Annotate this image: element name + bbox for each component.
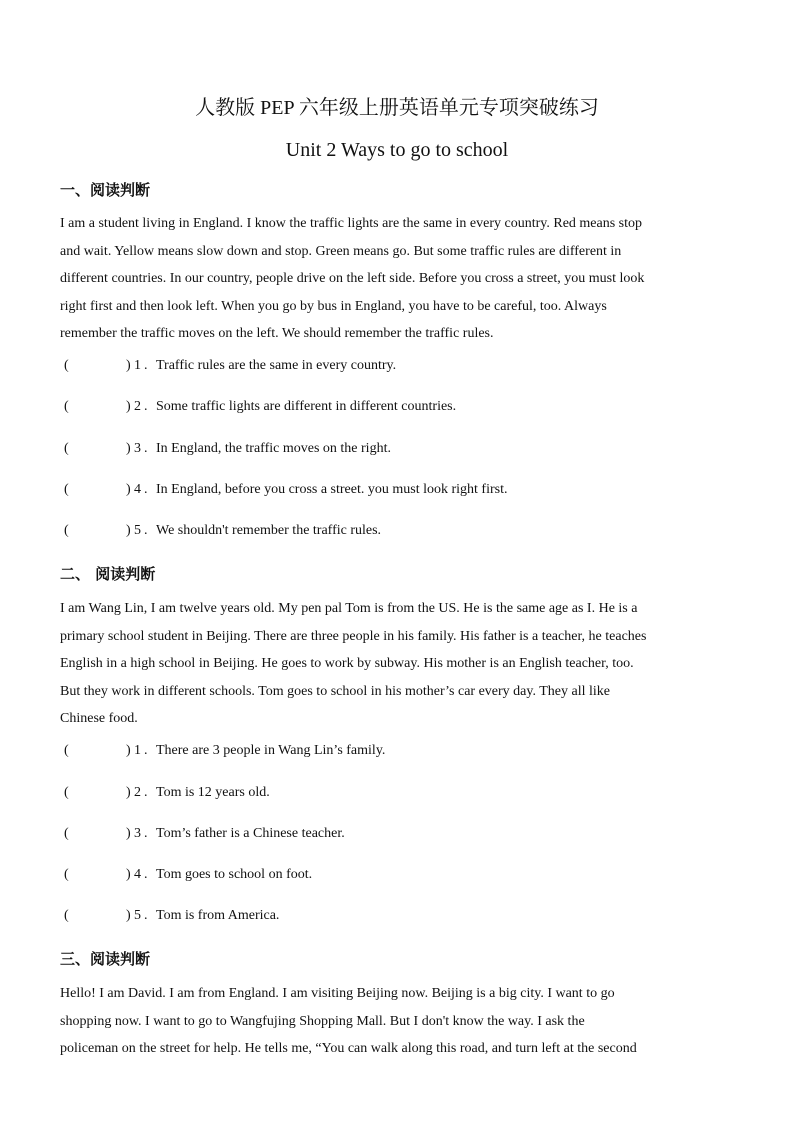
section-3-passage (60, 980, 740, 1063)
passage-line: Hello! I am David. I am from England. I am visiting Beijing now. Beijing is a big city. I want to go (60, 986, 615, 1001)
question-number: 2 (134, 785, 141, 800)
question-item (64, 439, 391, 459)
section-2-heading: 二、 阅读判断 (60, 565, 156, 583)
passage-line: English in a high school in Beijing. He goes to work by subway. His mother is an English teacher, too. (60, 656, 634, 672)
question-item (64, 521, 381, 541)
passage-line: But they work in different schools. Tom goes to school in his mother’s car every day. They all like (60, 683, 610, 699)
passage-line: Chinese food. (60, 711, 138, 727)
question-number: 5 (134, 523, 141, 538)
question-number: 5 (134, 908, 141, 923)
question-number: 4 (134, 867, 141, 882)
passage-line: shopping now. I want to go to Wangfujing Shopping Mall. But I don't know the way. I ask the (60, 1013, 585, 1029)
answer-blank-open[interactable]: ( (64, 908, 69, 923)
passage-line: primary school student in Beijing. There are three people in his family. His father is a teacher, he teaches (60, 628, 647, 644)
answer-blank-open[interactable]: ( (64, 482, 69, 497)
question-text: In England, before you cross a street. you must look right first. (156, 482, 508, 497)
question-text: We shouldn't remember the traffic rules. (156, 523, 382, 538)
question-number: 3 (134, 441, 141, 456)
section-3-heading: 三、阅读判断 (60, 950, 151, 968)
answer-blank-close: ) (126, 826, 131, 841)
question-text: Tom goes to school on foot. (156, 867, 313, 882)
answer-blank-close: ) (126, 867, 131, 882)
answer-blank-open[interactable]: ( (64, 441, 69, 456)
answer-blank-open[interactable]: ( (64, 867, 69, 882)
question-item (64, 865, 312, 885)
question-text: Traffic rules are the same in every country. (156, 358, 397, 373)
section-2-passage (60, 595, 740, 733)
question-dot: . (144, 523, 148, 538)
question-text: Some traffic lights are different in different countries. (156, 399, 457, 414)
question-text: Tom is from America. (156, 908, 280, 923)
question-dot: . (144, 743, 148, 758)
question-item (64, 783, 270, 803)
answer-blank-close: ) (126, 482, 131, 497)
question-dot: . (144, 785, 148, 800)
question-text: Tom is 12 years old. (156, 785, 270, 800)
answer-blank-close: ) (126, 441, 131, 456)
answer-blank-open[interactable]: ( (64, 399, 69, 414)
answer-blank-open[interactable]: ( (64, 358, 69, 373)
question-text: There are 3 people in Wang Lin’s family. (156, 743, 386, 758)
passage-line: right first and then look left. When you go by bus in England, you have to be careful, too. Always (60, 298, 607, 314)
answer-blank-close: ) (126, 785, 131, 800)
question-item (64, 356, 396, 376)
section-1-passage (60, 210, 740, 348)
question-dot: . (144, 867, 148, 882)
question-number: 2 (134, 399, 141, 414)
question-number: 3 (134, 826, 141, 841)
answer-blank-close: ) (126, 908, 131, 923)
worksheet-title: 人教版 PEP 六年级上册英语单元专项突破练习 (195, 97, 599, 119)
unit-subtitle: Unit 2 Ways to go to school (285, 139, 509, 161)
answer-blank-open[interactable]: ( (64, 743, 69, 758)
question-number: 1 (134, 743, 141, 758)
passage-line: policeman on the street for help. He tells me, “You can walk along this road, and turn left at the second (60, 1041, 637, 1057)
question-item (64, 741, 385, 761)
answer-blank-open[interactable]: ( (64, 785, 69, 800)
question-dot: . (144, 399, 148, 414)
answer-blank-open[interactable]: ( (64, 523, 69, 538)
question-item (64, 480, 507, 500)
passage-line: different countries. In our country, people drive on the left side. Before you cross a street, you must look (60, 271, 645, 287)
answer-blank-close: ) (126, 358, 131, 373)
answer-blank-close: ) (126, 399, 131, 414)
question-number: 4 (134, 482, 141, 497)
question-number: 1 (134, 358, 141, 373)
passage-line: I am a student living in England. I know the traffic lights are the same in every country. Red means stop (60, 216, 643, 231)
passage-line: and wait. Yellow means slow down and stop. Green means go. But some traffic rules are different in (60, 243, 622, 259)
passage-line: remember the traffic moves on the left. We should remember the traffic rules. (60, 326, 494, 342)
question-text: In England, the traffic moves on the right. (156, 441, 391, 456)
passage-line: I am Wang Lin, I am twelve years old. My pen pal Tom is from the US. He is the same age as I. He is a (60, 601, 638, 616)
question-item (64, 397, 456, 417)
section-1-heading: 一、阅读判断 (60, 181, 151, 199)
question-dot: . (144, 826, 148, 841)
answer-blank-open[interactable]: ( (64, 826, 69, 841)
answer-blank-close: ) (126, 743, 131, 758)
answer-blank-close: ) (126, 523, 131, 538)
question-item (64, 906, 279, 926)
question-dot: . (144, 358, 148, 373)
question-item (64, 824, 345, 844)
question-dot: . (144, 908, 148, 923)
question-dot: . (144, 482, 148, 497)
question-dot: . (144, 441, 148, 456)
question-text: Tom’s father is a Chinese teacher. (156, 826, 345, 841)
